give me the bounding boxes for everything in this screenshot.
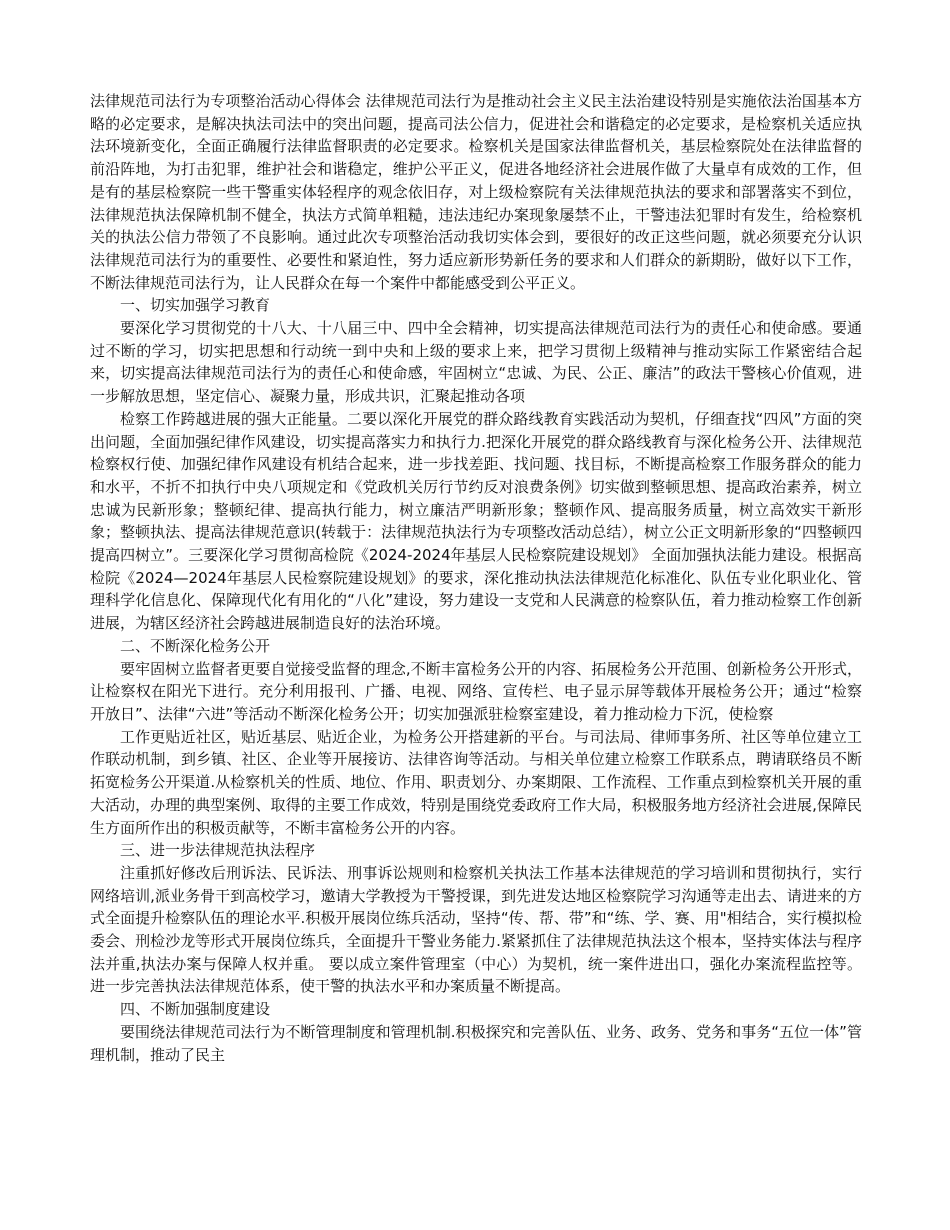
section-heading-1: 一、切实加强学习教育 xyxy=(120,296,271,315)
document-body xyxy=(90,90,862,1066)
section-2-paragraph-1: 要牢固树立监督者更要自觉接受监督的理念,不断丰富检务公开的内容、拓展检务公开范围、创新检务公开形式，让检察权在阳光下进行。充分利用报刊、广播、电视、网络、宣传栏、电子显示屏等载体开展检务公开；通过“检察开放日”、法律“六进”等活动不断深化检务公开；切实加强派驻检察室建设，着力推动检力下沉，使检察 xyxy=(90,659,862,723)
section-heading-3: 三、进一步法律规范执法程序 xyxy=(120,841,316,860)
section-heading-2: 二、不断深化检务公开 xyxy=(120,636,271,655)
section-heading-4: 四、不断加强制度建设 xyxy=(120,1000,271,1019)
section-1-paragraph-2: 检察工作跨越进展的强大正能量。二要以深化开展党的群众路线教育实践活动为契机，仔细查找“四风”方面的突出问题，全面加强纪律作风建设，切实提高落实力和执行力.把深化开展党的群众路线教育与深化检务公开、法律规范检察权行使、加强纪律作风建设有机结合起来，进一步找差距、找问题、找目标，不断提高检察工作服务群众的能力和水平，不折不扣执行中央八项规定和《党政机关厉行节约反对浪费条例》切实做到整顿思想、提高政治素养，树立忠诚为民新形象；整顿纪律、提高执行能力，树立廉洁严明新形象；整顿作风、提高服务质量，树立高效实干新形象；整顿执法、提高法律规范意识(转载于：法律规范执法行为专项整改活动总结），树立公正文明新形象的“四整顿四提高四树立”。三要深化学习贯彻高检院《2024-2024年基层人民检察院建设规划》 全面加强执法能力建设。根据高检院《2024—2024年基层人民检察院建设规划》的要求，深化推动执法法律规范化标准化、队伍专业化职业化、管理科学化信息化、保障现代化有用化的“八化”建设，努力建设一支党和人民满意的检察队伍，着力推动检察工作创新进展，为辖区经济社会跨越进展制造良好的法治环境。 xyxy=(90,409,862,633)
section-1-paragraph-1: 要深化学习贯彻党的十八大、十八届三中、四中全会精神，切实提高法律规范司法行为的责任心和使命感。要通过不断的学习，切实把思想和行动统一到中央和上级的要求上来，把学习贯彻上级精神与推动实际工作紧密结合起来，切实提高法律规范司法行为的责任心和使命感，牢固树立“忠诚、为民、公正、廉洁”的政法干警核心价值观，进一步解放思想，坚定信心、凝聚力量，形成共识，汇聚起推动各项 xyxy=(90,319,862,406)
section-4-paragraph-1: 要围绕法律规范司法行为不断管理制度和管理机制.积极探究和完善队伍、业务、政务、党务和事务“五位一体”管理机制，推动了民主 xyxy=(90,1022,862,1064)
section-2-paragraph-2: 工作更贴近社区，贴近基层、贴近企业，为检务公开搭建新的平台。与司法局、律师事务所、社区等单位建立工作联动机制，到乡镇、社区、企业等开展接访、法律咨询等活动。与相关单位建立检察工作联系点，聘请联络员不断拓宽检务公开渠道.从检察机关的性质、地位、作用、职责划分、办案期限、工作流程、工作重点到检察机关开展的重大活动，办理的典型案例、取得的主要工作成效，特别是围绕党委政府工作大局，积极服务地方经济社会进展,保障民生方面所作出的积极贡献等，不断丰富检务公开的内容。 xyxy=(90,727,862,837)
section-3-paragraph-1: 注重抓好修改后刑诉法、民诉法、刑事诉讼规则和检察机关执法工作基本法律规范的学习培训和贯彻执行，实行网络培训,派业务骨干到高校学习，邀请大学教授为干警授课，到先进发达地区检察院学习沟通等走出去、请进来的方式全面提升检察队伍的理论水平.积极开展岗位练兵活动，坚持“传、帮、带”和“练、学、赛、用"相结合，实行模拟检委会、刑检沙龙等形式开展岗位练兵，全面提升干警业务能力.紧紧抓住了法律规范执法这个根本，坚持实体法与程序法并重,执法办案与保障人权并重。 要以成立案件管理室（中心）为契机，统一案件进出口，强化办案流程监控等。 进一步完善执法法律规范体系，使干警的执法水平和办案质量不断提高。 xyxy=(90,863,862,996)
intro-paragraph: 法律规范司法行为专项整治活动心得体会 法律规范司法行为是推动社会主义民主法治建设特别是实施依法治国基本方略的必定要求，是解决执法司法中的突出问题，提高司法公信力，促进社会和谐稳定的必定要求，是检察机关适应执法环境新变化，全面正确履行法律监督职责的必定要求。检察机关是国家法律监督机关，基层检察院处在法律监督的前沿阵地，为打击犯罪，维护社会和谐稳定，维护公平正义，促进各地经济社会进展作做了大量卓有成效的工作，但是有的基层检察院一些干警重实体轻程序的观念依旧存，对上级检察院有关法律规范执法的要求和部署落实不到位，法律规范执法保障机制不健全，执法方式简单粗糙，违法违纪办案现象屡禁不止，干警违法犯罪时有发生，给检察机关的执法公信力带领了不良影响。通过此次专项整治活动我切实体会到，要很好的改正这些问题，就必须要充分认识法律规范司法行为的重要性、必要性和紧迫性，努力适应新形势新任务的要求和人们群众的新期盼，做好以下工作，不断法律规范司法行为，让人民群众在每一个案件中都能感受到公平正义。 xyxy=(90,92,862,292)
